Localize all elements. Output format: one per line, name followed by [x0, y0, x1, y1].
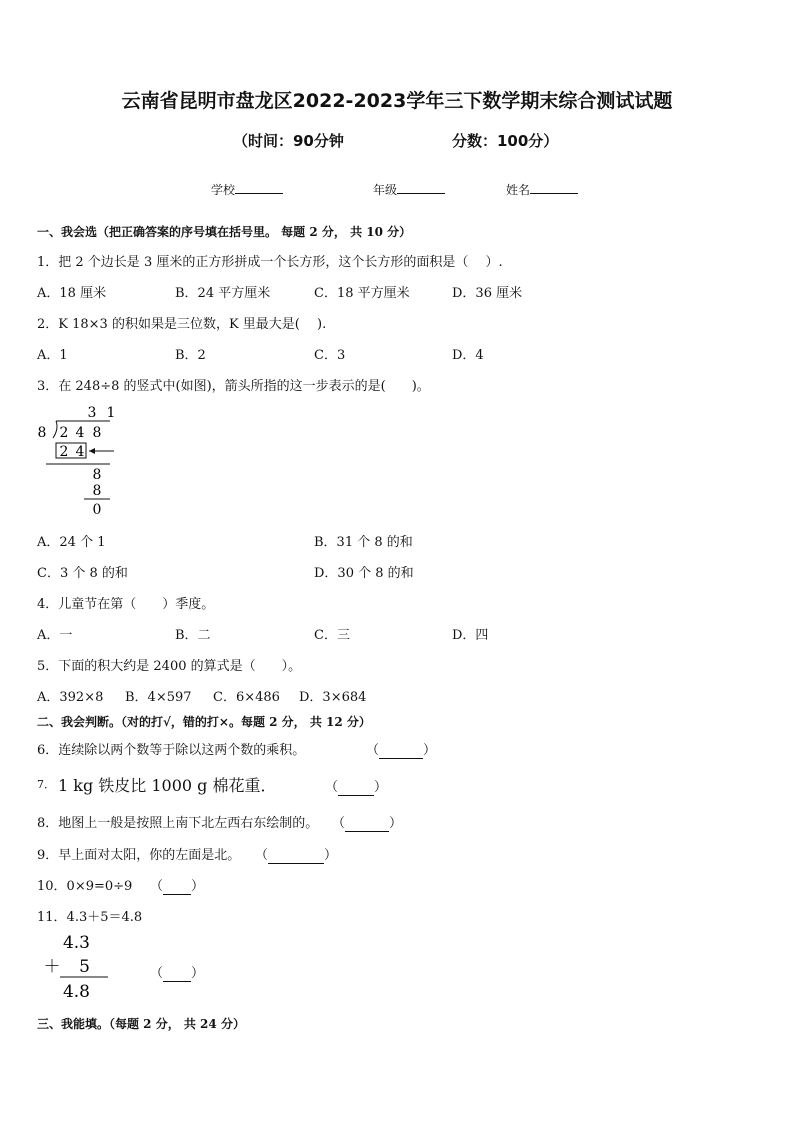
- q3-option-a[interactable]: A．24 个 1: [37, 535, 106, 550]
- question-6: 6．连续除以两个数等于除以这两个数的乘积。: [37, 743, 306, 758]
- section1-heading: 一、我会选（把正确答案的序号填在括号里。 每题 2 分， 共 10 分）: [37, 225, 412, 239]
- paren-open: （: [332, 816, 346, 831]
- name-blank[interactable]: [530, 181, 578, 194]
- question-11: 11．4.3＋5＝4.8: [37, 910, 143, 925]
- q4-option-b[interactable]: B．二: [175, 628, 211, 643]
- q5-option-c[interactable]: C．6×486: [213, 690, 280, 705]
- page-title: 云南省昆明市盘龙区2022-2023学年三下数学期末综合测试试题: [121, 90, 673, 112]
- step1-digit: 2: [59, 444, 69, 460]
- q5-option-b[interactable]: B．4×597: [125, 690, 192, 705]
- answer-blank[interactable]: [345, 816, 389, 832]
- q5-option-a[interactable]: A．392×8: [37, 690, 104, 705]
- long-division-figure: [34, 400, 124, 520]
- paren-open: （: [150, 966, 164, 981]
- step1-digit: 4: [75, 444, 85, 460]
- q7-answer-box[interactable]: [325, 776, 387, 796]
- question-2: 2．K 18×3 的积如果是三位数，K 里最大是( ).: [37, 317, 327, 332]
- answer-blank[interactable]: [379, 743, 423, 759]
- q2-option-d[interactable]: D．4: [452, 348, 484, 363]
- q2-option-a[interactable]: A．1: [37, 348, 68, 363]
- q10-answer-box[interactable]: [150, 875, 204, 895]
- q9-answer-box[interactable]: [255, 844, 337, 864]
- q1-option-c[interactable]: C．18 平方厘米: [314, 286, 410, 301]
- final-remainder: 0: [92, 502, 102, 518]
- q5-option-d[interactable]: D．3×684: [299, 690, 367, 705]
- answer-blank[interactable]: [163, 879, 191, 895]
- school-blank[interactable]: [235, 181, 283, 194]
- q1-option-b[interactable]: B．24 平方厘米: [175, 286, 271, 301]
- paren-close: ）: [389, 816, 403, 831]
- paren-open: （: [150, 879, 164, 894]
- q3-option-d[interactable]: D．30 个 8 的和: [314, 566, 414, 581]
- question-4: 4．儿童节在第（ ）季度。: [37, 597, 215, 612]
- q4-option-d[interactable]: D．四: [452, 628, 489, 643]
- paren-close: ）: [374, 780, 388, 795]
- vertical-addition-figure: [38, 930, 118, 1005]
- answer-blank[interactable]: [338, 780, 374, 796]
- q4-option-c[interactable]: C．三: [314, 628, 350, 643]
- paren-close: ）: [423, 743, 437, 758]
- question-8: 8．地图上一般是按照上南下北左西右东绘制的。: [37, 816, 319, 831]
- paren-open: （: [325, 780, 339, 795]
- paren-close: ）: [324, 848, 338, 863]
- section2-heading: 二、我会判断。（对的打√，错的打×。每题 2 分， 共 12 分）: [37, 715, 371, 729]
- paren-close: ）: [191, 966, 205, 981]
- exam-score: 分数：100分）: [452, 132, 559, 150]
- paren-open: （: [255, 848, 269, 863]
- plus-sign: ＋: [43, 957, 61, 977]
- remainder-1: 8: [92, 467, 102, 483]
- sum-result: 4.8: [62, 982, 90, 1002]
- dividend-digit: 8: [92, 425, 102, 441]
- q3-option-b[interactable]: B．31 个 8 的和: [314, 535, 413, 550]
- question-5: 5．下面的积大约是 2400 的算式是（ ）。: [37, 659, 302, 674]
- grade-field[interactable]: [373, 181, 445, 198]
- exam-time: （时间：90分钟: [233, 132, 344, 150]
- division-bracket: [53, 421, 57, 438]
- arrow-head-icon: [89, 448, 95, 454]
- name-field[interactable]: [506, 181, 578, 198]
- question-7-number: 7．: [37, 778, 55, 791]
- addend-1: 4.3: [62, 933, 90, 953]
- name-label: 姓名: [506, 183, 531, 197]
- q4-option-a[interactable]: A．一: [37, 628, 73, 643]
- q2-option-b[interactable]: B．2: [175, 348, 206, 363]
- quotient-digit: 1: [106, 405, 116, 421]
- q3-option-c[interactable]: C．3 个 8 的和: [37, 566, 128, 581]
- divisor: 8: [37, 425, 47, 441]
- answer-blank[interactable]: [163, 966, 191, 982]
- question-9: 9．早上面对太阳，你的左面是北。: [37, 848, 241, 863]
- school-field[interactable]: [211, 181, 283, 198]
- grade-label: 年级: [373, 183, 398, 197]
- q8-answer-box[interactable]: [332, 812, 402, 832]
- dividend-digit: 2: [59, 425, 69, 441]
- grade-blank[interactable]: [397, 181, 445, 194]
- question-10: 10．0×9=0÷9: [37, 879, 133, 894]
- dividend-digit: 4: [75, 425, 85, 441]
- section3-heading: 三、我能填。（每题 2 分， 共 24 分）: [37, 1017, 245, 1031]
- q6-answer-box[interactable]: [366, 739, 436, 759]
- paren-open: （: [366, 743, 380, 758]
- q2-option-c[interactable]: C．3: [314, 348, 346, 363]
- quotient-digit: 3: [87, 405, 97, 421]
- school-label: 学校: [211, 183, 236, 197]
- question-1: 1．把 2 个边长是 3 厘米的正方形拼成一个长方形，这个长方形的面积是（ ）.: [37, 255, 503, 270]
- q1-option-a[interactable]: A．18 厘米: [37, 286, 107, 301]
- paren-close: ）: [191, 879, 205, 894]
- q1-option-d[interactable]: D．36 厘米: [452, 286, 523, 301]
- question-7: 1 kg 铁皮比 1000 g 棉花重．: [58, 776, 277, 795]
- step2-value: 8: [92, 483, 102, 499]
- q11-answer-box[interactable]: [150, 962, 204, 982]
- addend-2: 5: [79, 957, 90, 977]
- question-3: 3．在 248÷8 的竖式中(如图)，箭头所指的这一步表示的是( )。: [37, 379, 430, 394]
- answer-blank[interactable]: [268, 848, 324, 864]
